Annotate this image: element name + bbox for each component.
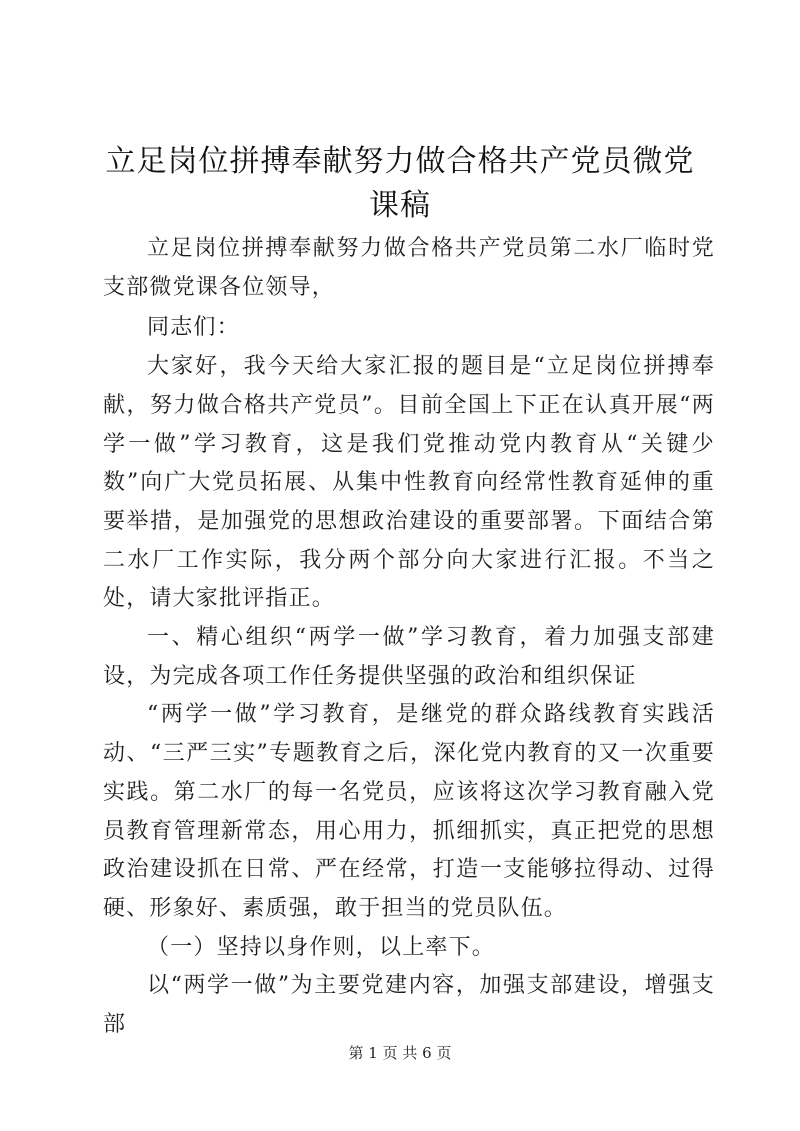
paragraph-subsection-one: 以“两学一做”为主要党建内容，加强支部建设，增强支部 <box>103 973 715 1038</box>
document-body <box>103 230 715 1045</box>
paragraph-section-one: “两学一做”学习教育，是继党的群众路线教育实践活动、“三严三实”专题教育之后，深化党内教育的又一次重要实践。第二水厂的每一名党员，应该将这次学习教育融入党员教育管理新常态，用心用力，抓细抓实，真正把党的思想政治建设抓在日常、严在经常，打造一支能够拉得动、过得硬、形象好、素质强，敢于担当的党员队伍。 <box>103 702 715 921</box>
document-title: 立足岗位拼搏奉献努力做合格共产党员微党课稿 <box>105 144 695 223</box>
subsection-heading-one: （一）坚持以身作则，以上率下。 <box>147 934 496 960</box>
paragraph-salutation: 同志们： <box>147 315 240 341</box>
section-heading-one: 一、精心组织“两学一做”学习教育，着力加强支部建设，为完成各项工作任务提供坚强的政治和组织保证 <box>103 625 715 689</box>
paragraph-greeting: 大家好，我今天给大家汇报的题目是“立足岗位拼搏奉献，努力做合格共产党员”。目前全国上下正在认真开展“两学一做”学习教育，这是我们党推动党内教育从“关键少数”向广大党员拓展、从集中性教育向经常性教育延伸的重要举措，是加强党的思想政治建设的重要部署。下面结合第二水厂工作实际，我分两个部分向大家进行汇报。不当之处，请大家批评指正。 <box>103 354 715 612</box>
paragraph-intro: 立足岗位拼搏奉献努力做合格共产党员第二水厂临时党支部微党课各位领导， <box>103 236 715 300</box>
page-footer: 第 1 页 共 6 页 <box>348 1044 452 1062</box>
